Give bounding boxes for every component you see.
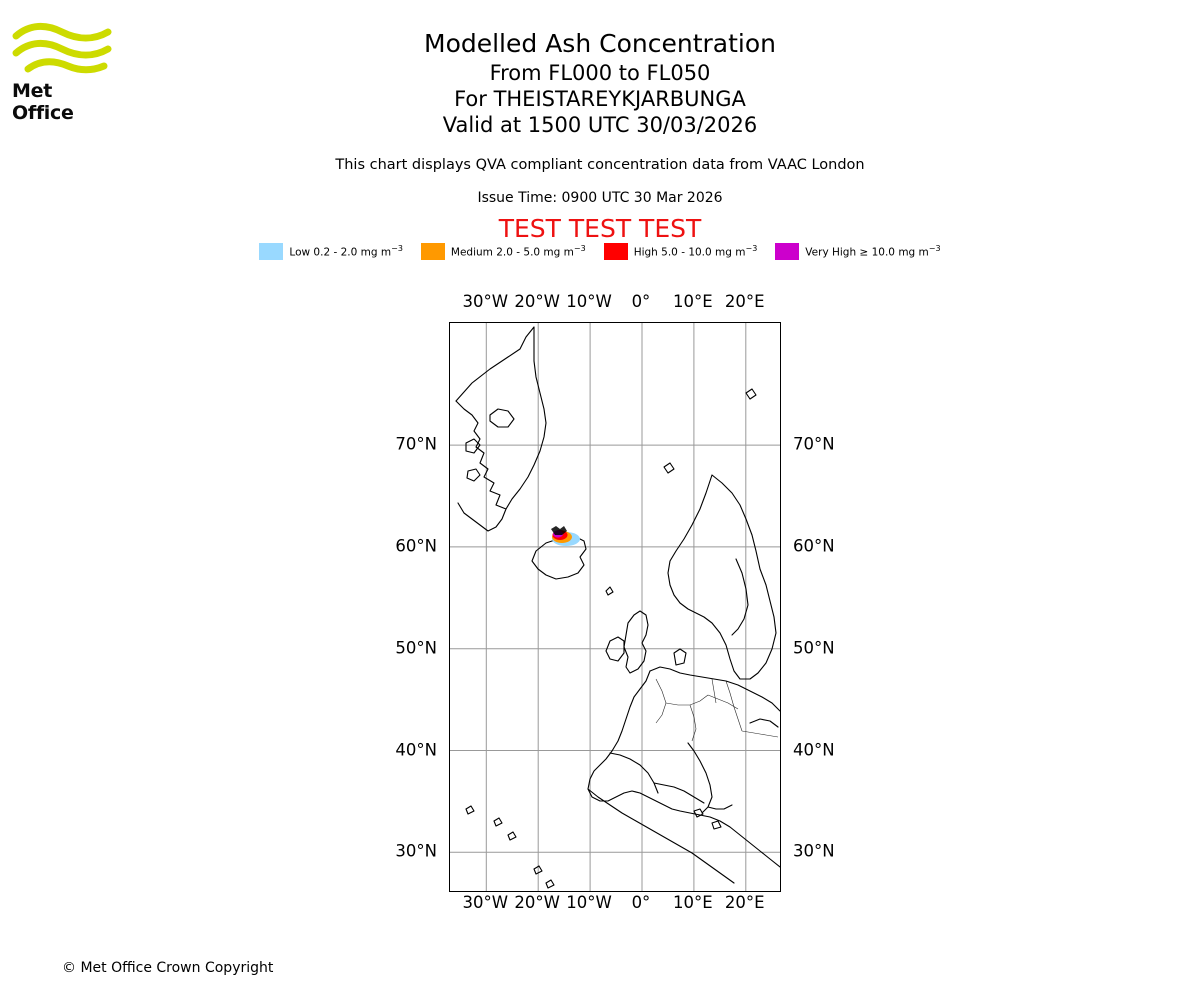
map-canvas xyxy=(450,323,781,892)
copyright-text: © Met Office Crown Copyright xyxy=(62,960,274,976)
ash-plume xyxy=(551,526,580,546)
legend-low-swatch xyxy=(259,243,283,260)
title-line-2: From FL000 to FL050 xyxy=(489,61,711,85)
title-line-4: Valid at 1500 UTC 30/03/2026 xyxy=(442,113,758,137)
coastlines xyxy=(456,327,780,888)
legend-high-label: High 5.0 - 10.0 mg $m^{-3}$ xyxy=(633,244,758,259)
map-frame xyxy=(449,322,781,892)
legend-low-label: Low 0.2 - 2.0 mg $m^{-3}$ xyxy=(289,244,403,259)
legend-medium-swatch xyxy=(421,243,445,260)
lat-tick-right-60N: 60°N xyxy=(793,536,835,556)
graticule-lines xyxy=(450,323,781,892)
test-banner: TEST TEST TEST xyxy=(498,214,702,243)
legend-medium xyxy=(421,243,586,260)
longitude-axis-top xyxy=(0,292,1200,316)
page-title xyxy=(0,28,1200,138)
lon-tick-bottom-0: 0° xyxy=(631,893,651,912)
lat-tick-left-30N: 30°N xyxy=(395,841,437,861)
country-borders xyxy=(656,679,778,741)
lon-tick-top-10W: 10°W xyxy=(566,292,612,311)
legend xyxy=(0,243,1200,260)
met-office-logo-text: Met Office xyxy=(12,80,74,124)
chart-subtitle: This chart displays QVA compliant concentration data from VAAC London xyxy=(335,157,865,173)
longitude-axis-bottom xyxy=(0,893,1200,917)
lat-tick-left-50N: 50°N xyxy=(395,638,437,658)
lat-tick-right-70N: 70°N xyxy=(793,434,835,454)
lon-tick-top-20W: 20°W xyxy=(514,292,560,311)
legend-low xyxy=(259,243,402,260)
lon-tick-bottom-10E: 10°E xyxy=(672,893,713,912)
legend-very-high-swatch xyxy=(775,243,799,260)
lon-tick-bottom-30W: 30°W xyxy=(462,893,509,912)
legend-very-high-label: Very High ≥ 10.0 mg $m^{-3}$ xyxy=(805,244,941,259)
legend-high xyxy=(604,243,758,260)
lon-tick-bottom-20W: 20°W xyxy=(514,893,560,912)
title-line-3: For THEISTAREYKJARBUNGA xyxy=(454,87,746,111)
legend-high-swatch xyxy=(604,243,628,260)
lon-tick-top-30W: 30°W xyxy=(462,292,509,311)
title-line-1: Modelled Ash Concentration xyxy=(424,29,776,58)
lat-tick-right-40N: 40°N xyxy=(793,740,835,759)
lat-tick-right-50N: 50°N xyxy=(793,638,835,658)
issue-time-label: Issue Time: 0900 UTC 30 Mar 2026 xyxy=(477,190,723,206)
map-panel xyxy=(449,322,781,892)
lat-tick-left-40N: 40°N xyxy=(395,740,437,759)
lon-tick-top-20E: 20°E xyxy=(724,292,765,311)
lon-tick-top-10E: 10°E xyxy=(672,292,713,311)
legend-medium-label: Medium 2.0 - 5.0 mg $m^{-3}$ xyxy=(450,244,586,259)
legend-very-high xyxy=(775,243,940,260)
lon-tick-bottom-20E: 20°E xyxy=(724,893,765,912)
lat-tick-left-70N: 70°N xyxy=(395,434,437,454)
lon-tick-top-0: 0° xyxy=(631,292,651,311)
lat-tick-right-30N: 30°N xyxy=(793,841,835,861)
lat-tick-left-60N: 60°N xyxy=(395,536,437,556)
lon-tick-bottom-10W: 10°W xyxy=(566,893,612,912)
